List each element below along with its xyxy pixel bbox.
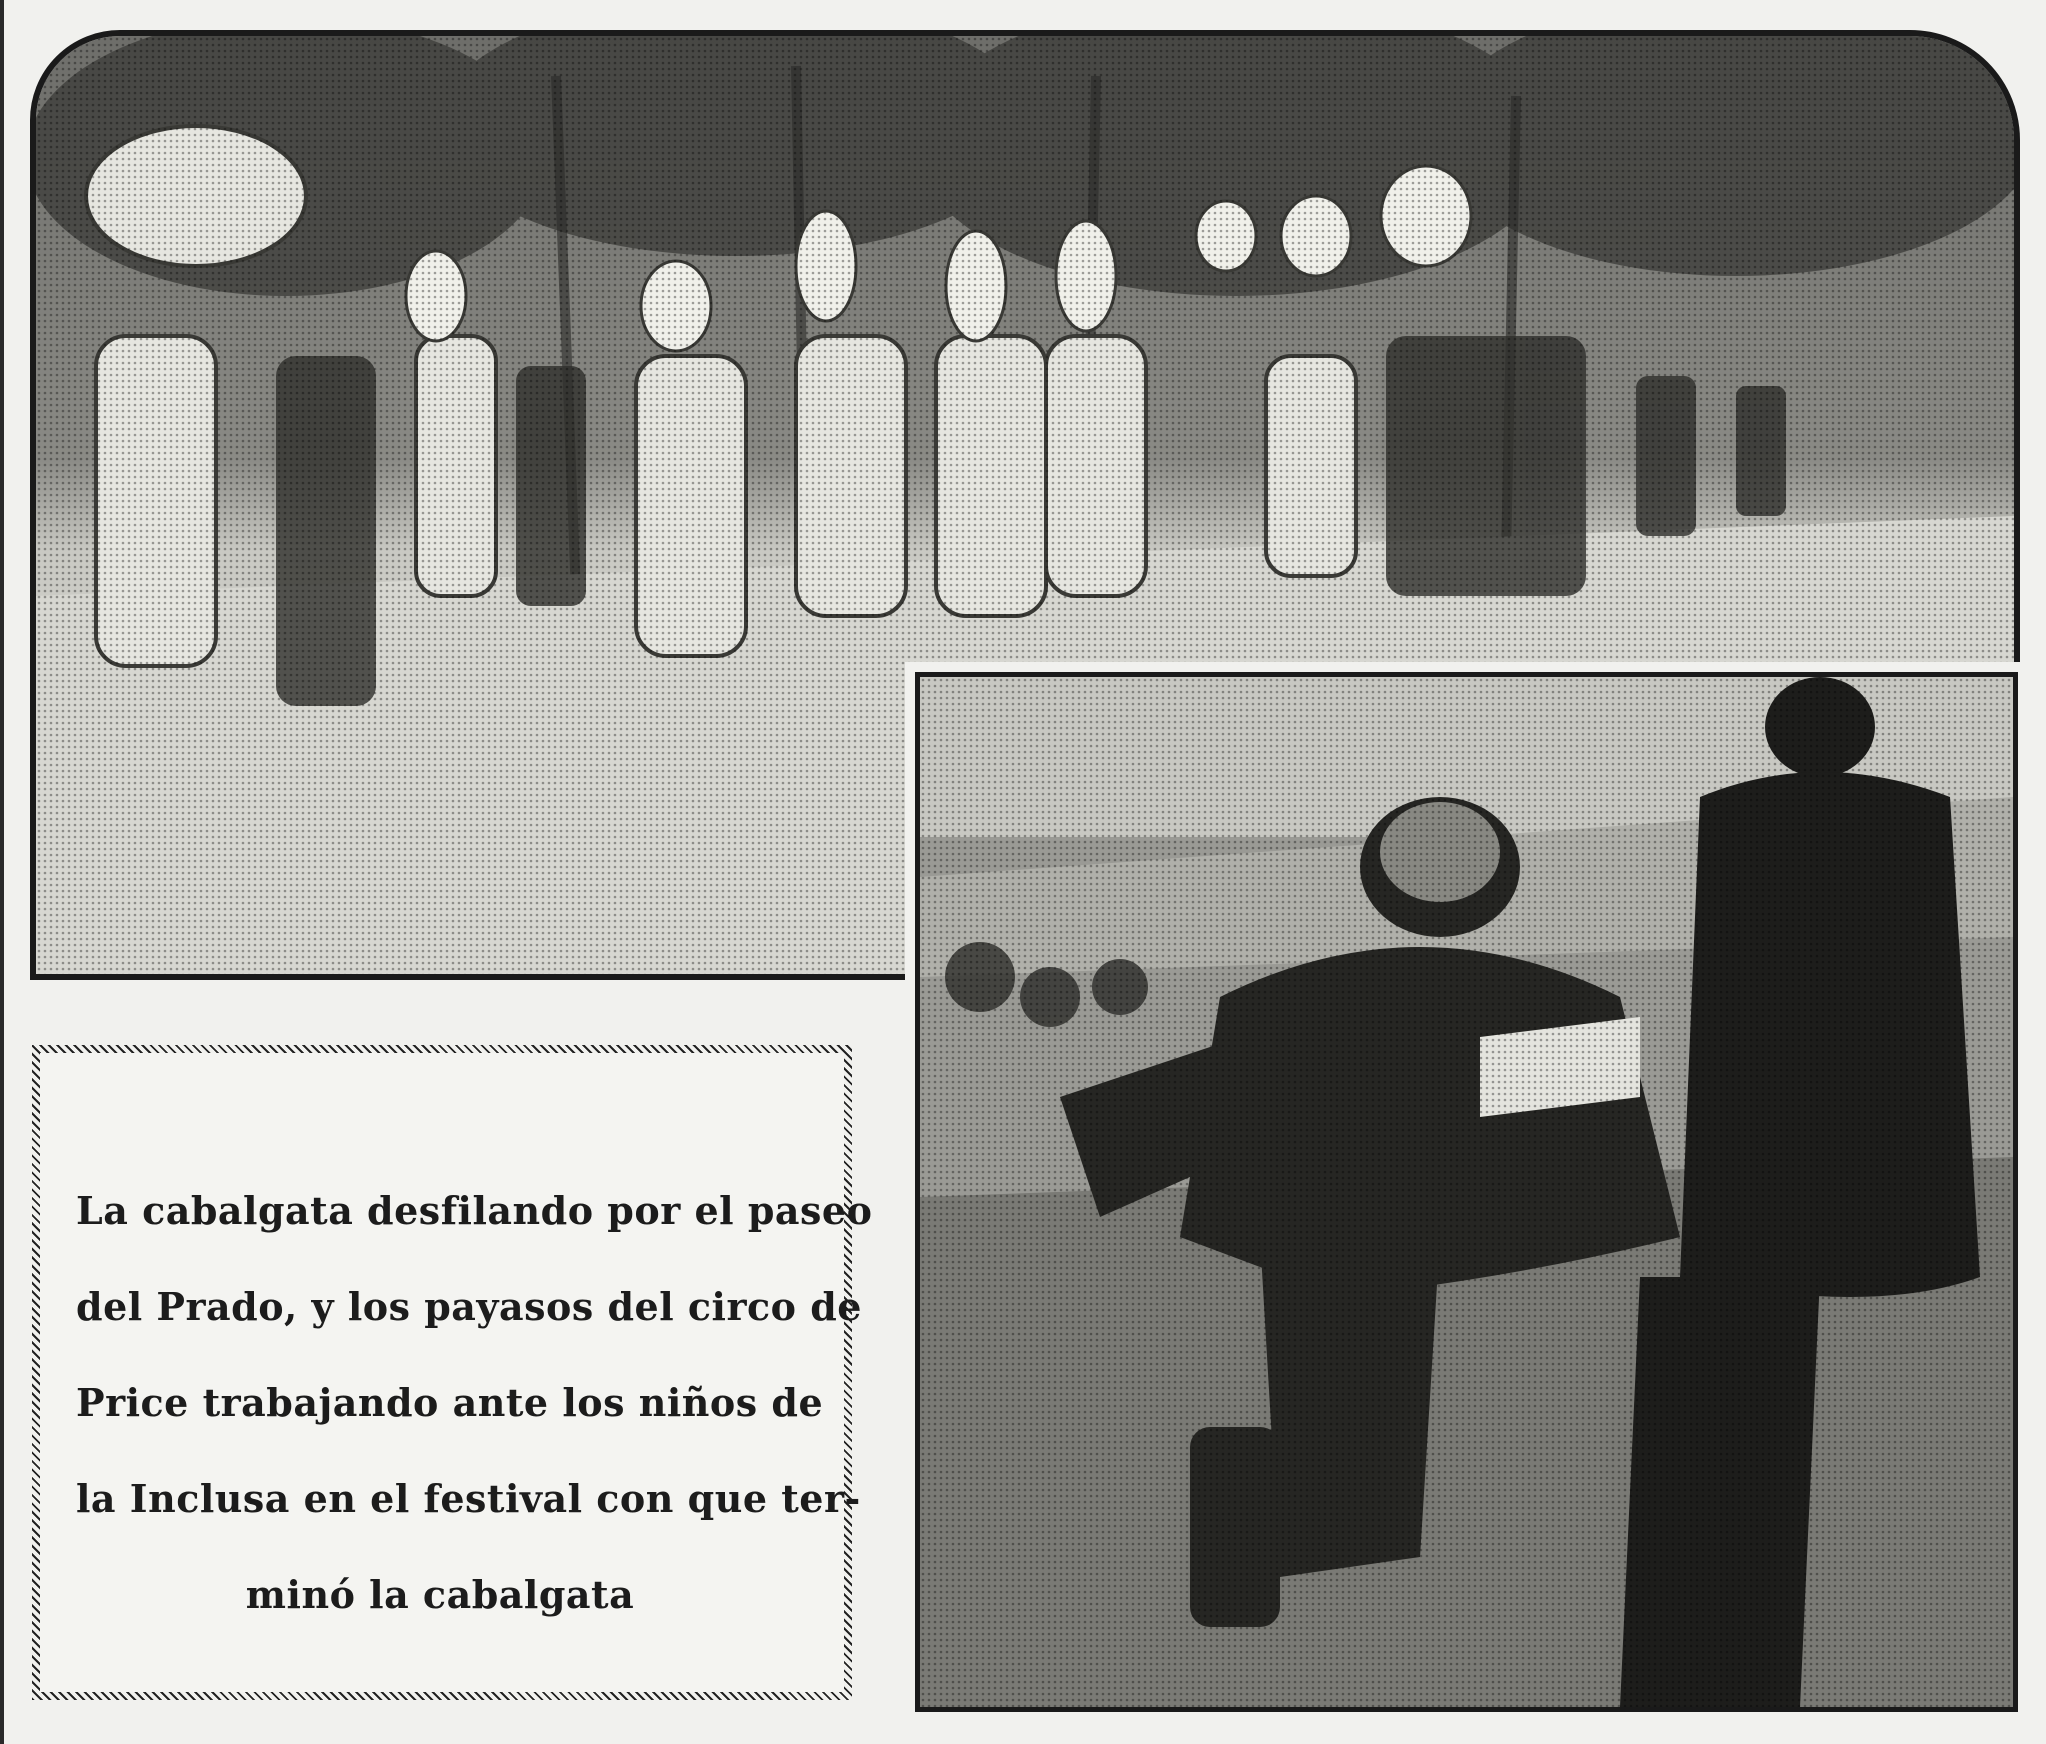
clowns-photo-icon xyxy=(920,677,2013,1707)
clowns-photograph xyxy=(915,672,2018,1712)
caption-text xyxy=(40,1053,873,1692)
caption-line: la Inclusa en el festival con que ter- xyxy=(76,1476,861,1521)
caption-line: Price trabajando ante los niños de xyxy=(76,1380,824,1425)
caption-box xyxy=(32,1045,873,1700)
caption-line: minó la cabalgata xyxy=(245,1572,635,1617)
page-edge xyxy=(0,0,4,1744)
caption-line: La cabalgata desfilando por el paseo xyxy=(76,1188,873,1233)
caption-line: del Prado, y los payasos del circo de xyxy=(76,1284,862,1329)
